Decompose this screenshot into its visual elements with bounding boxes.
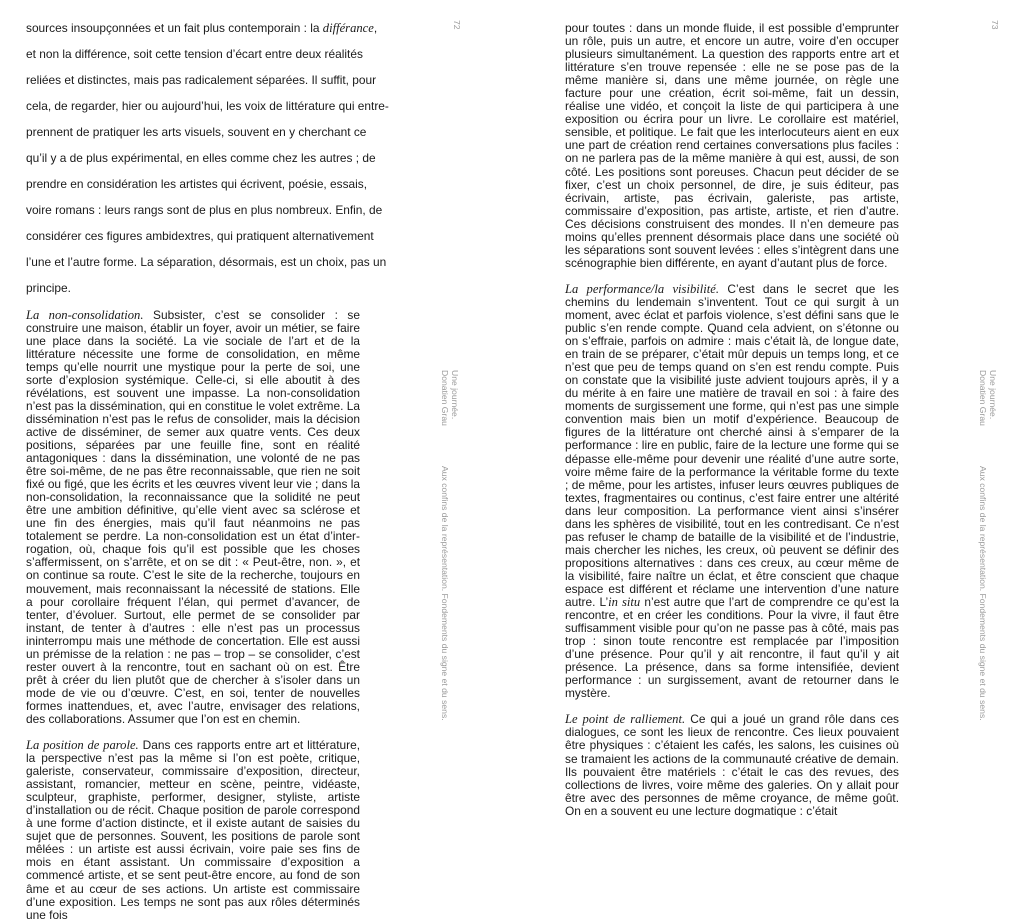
running-head-author: Donatien Grau [978,370,988,426]
running-head-title: Une journée. [450,370,460,420]
intro-line: principe. [26,281,71,296]
differance-comma: , [373,21,378,35]
intro-line: reliées et distinctes, mais pas radicalement séparées. Il suffit, pour [26,73,377,88]
running-foot: Aux confins de la représentation. Fondements du signe et du sens. [978,466,988,721]
section-body: Subsister, c’est se consolider : se construire une maison, établir un foyer, avoir un métier, se faire une place dans la société. La vie sociale de l’art et de la littérature nécessite une forme de consolidation, en même temps qu’elle nourrit une mystique pour la perte de soi, une sorte d’explosion systémique. Celle-ci, si elle aboutit à des révélations, est souvent une impasse. La non-consolidation n’est pas la dissémination, qui en constitue le volet extrême. La dissémination n’est pas le refus de consolider, mais la décision active de disséminer, de semer aux quatre vents. Ces deux positions, séparées par une feuille fine, sont en réalité antagoniques : dans la dissémination, une volonté de ne pas être soi-même, de ne pas être reconnaissable, que rien ne soit fixé ou figé, que les écrits et les œuvres vivent leur vie ; dans la non-consolidation, la reconnaissance que la solidité ne peut être une ambition définitive, qu’elle vient avec sa sclérose et une fin des énergies, mais qu’il faut néanmoins ne pas totalement se perdre. La non-consolidation est un état d’interrogation, où, chaque fois qu’il est possible que les choses s’affermissent, on s’arrête, et on se dit : « Peut-être, non. », et on continue sa route. C’est le site de la recherche, toujours en mouvement, mais reconnaissant la nécessité de stations. Elle a pour corollaire fréquent l’élan, qui permet d’avancer, de tenter, d’évoluer. Surtout, elle permet de se consolider par instant, de tenter à d’autres : elle n’est pas un processus ininterrompu mais une méthode de concertation. Elle est aussi un prémisse de la relation : ne pas – trop – se consolider, c’est rester ouvert à la rencontre, tout en sachant où on est. Être prêt à créer du lien plutôt que de chercher à s’isoler dans un mode de vie ou d’œuvre. C’est, en soi, tenter de nouvelles formes inattendues, et, avec l’autre, envisager des relations, des collaborations. Assumer que l’on est en chemin. [26,307,360,726]
intro-line: sources insoupçonnées et un fait plus contemporain : la [26,21,323,35]
continuation-paragraph: pour toutes : dans un monde fluide, il est possible d’emprunter un rôle, puis un autre, et encore un autre, voire d’en occuper plusieurs simultanément. La question des rapports entre art et littérature s’en trouve repensée : elle ne se pose pas de la même manière si, dans une même journée, on règle une facture pour une création, écrit soi-même, fait un dessin, réalise une vidéo, et conçoit la liste de qui participera à une exposition ou écrira pour un livre. Le corollaire est matériel, sensible, et politique. Le fait que les interlocuteurs aient en eux une part de création rend certaines conversations plus faciles : on ne parlera pas de la même manière à qui est, aussi, de son côté. Les positions sont poreuses. Chacun peut décider de se fixer, c’est un choix personnel, de dire, je suis éditeur, pas écrivain, artiste, pas écrivain, galeriste, pas artiste, commissaire d’exposition, pas artiste, artiste, et rien d’autre. Ces décisions construisent des mondes. Il n’en demeure pas moins qu’elles prennent désormais place dans une société où les séparations sont souvent levées : elles s’intègrent dans une scénographie bien différente, en ayant d’autant plus de force. [565,21,899,270]
running-head-title: Une journée. [988,370,998,420]
running-head [440,370,460,426]
left-text-column [26,21,389,922]
running-head-author: Donatien Grau [440,370,450,426]
section-non-consolidation [26,309,360,727]
section-body: Dans ces rapports entre art et littérature, la perspective n’est pas la même si l’on est poète, critique, galeriste, conservateur, commissaire d’exposition, directeur, assistant, romancier, metteur en scène, peintre, vidéaste, sculpteur, graphiste, performer, designer, styliste, artiste d’installation ou de récit. Chaque position de parole correspond à une forme d’action distincte, et il existe autant de saisies du sujet que de personnes. Souvent, les positions de parole sont mêlées : un artiste est aussi écrivain, voire paie ses fins de mois en étant assistant. Un commissaire d’exposition a commencé artiste, et se sent peut-être encore, au fond de son âme et au cœur de ses actions. Un artiste est commissaire d’une exposition. Les temps ne sont pas aux rôles déterminés une fois [26,738,361,922]
intro-line: qu’il y a de plus expérimental, en elles comme chez les autres ; de [26,151,376,166]
right-page [512,0,1024,818]
intro-line: considérer ces figures ambidextres, qui pratiquent alternativement [26,229,374,244]
in-situ-term: in situ [608,595,641,610]
intro-line: et non la différence, soit cette tension d’écart entre deux réalités [26,47,363,62]
intro-line: prendre en considération les artistes qui écrivent, poésie, essais, [26,177,368,192]
running-foot: Aux confins de la représentation. Fondements du signe et du sens. [440,466,450,721]
section-body-continued: n’est autre que l’art de comprendre ce qu’est la rencontre, et en créer les conditions. Pour la vivre, il faut être suffisamment visible pour qu’on ne passe pas à côté, mais pas trop : sinon toute rencontre est remplacée par l’imposition d’une présence. Pour qu’il y ait rencontre, il faut qu’il y ait présence. La présence, dans sa forme intensifiée, devient performance : un surgissement, avant de retourner dans le mystère. [565,595,900,701]
intro-line: cela, de regarder, hier ou aujourd’hui, les voix de littérature qui entre- [26,99,389,114]
intro-line: voire romans : leurs rangs sont de plus en plus nombreux. Enfin, de [26,203,383,218]
page-number: 73 [990,20,1000,30]
right-text-column [565,22,899,818]
section-body: Ce qui a joué un grand rôle dans ces dialogues, ce sont les lieux de rencontre. Ces lieux pouvaient être physiques : c’étaient les cafés, les salons, les cuisines où se tramaient les actions de la communauté créative de demain. Ils pouvaient être matériels : c’était le cas des revues, des collections de livres, voire même des galeries. On y allait pour être avec des personnes de même croyance, de même goût. On en a souvent eu une lecture dogmatique : c’était [565,712,899,818]
intro-paragraph [26,21,389,296]
section-heading: La performance/la visibilité. [565,281,719,296]
section-body: C’est dans le secret que les chemins du lendemain s’inventent. Tout ce qui surgit à un moment, avec éclat et parfois violence, s’est défini sans que le public s’en rende compte. Quand cela advient, on s’étonne ou on s’effraie, parfois on admire : mais c’était là, de longue date, en train de se préparer, c’était mûr depuis un temps long, et ce n’est que peu de temps quand on s’en est rendu compte. Puis on constate que la visibilité juste advient toujours après, il y a du mérite à en faire une matière de travail en soi : à faire des moments de surgissement une forme, qui n’est pas une simple convention mais bien un motif d’expérience. Beaucoup de figures de la littérature ont cherché ainsi à s’emparer de la performance : lire en public, faire de la lecture une forme qui se dépasse elle-même pour devenir une réalité d’une autre sorte, voire même faire de la performance la véritable forme du texte ; de même, pour les artistes, infuser leurs œuvres publiques de textes, fragmentaires ou continus, c’est faire entrer une altérité dans leur composition. La performance vient ainsi s’insérer dans les sphères de visibilité, tout en les contredisant. Ce n’est pas refuser le champ de bataille de la visibilité et de l’industrie, mais chercher les niches, les creux, où peuvent se définir des propositions alternatives : dans ces creux, au cœur même de la visibilité, faire naître un éclat, et être conscient que chaque espace est différent et réclame une intervention d’une nature autre. L’ [565,281,900,610]
section-performance [565,283,899,701]
section-position-de-parole [26,739,360,922]
page-number: 72 [452,20,462,30]
section-heading: La non-consolidation. [26,307,144,322]
differance-term: différance [322,21,374,35]
section-heading: La position de parole. [26,738,139,753]
running-head [978,370,998,426]
section-heading: Le point de ralliement. [565,712,686,727]
section-point-de-ralliement [565,713,899,817]
intro-line: prennent de pratiquer les arts visuels, souvent en y cherchant ce [26,125,367,140]
intro-line: l’une et l’autre forme. La séparation, désormais, est un choix, pas un [26,255,387,270]
